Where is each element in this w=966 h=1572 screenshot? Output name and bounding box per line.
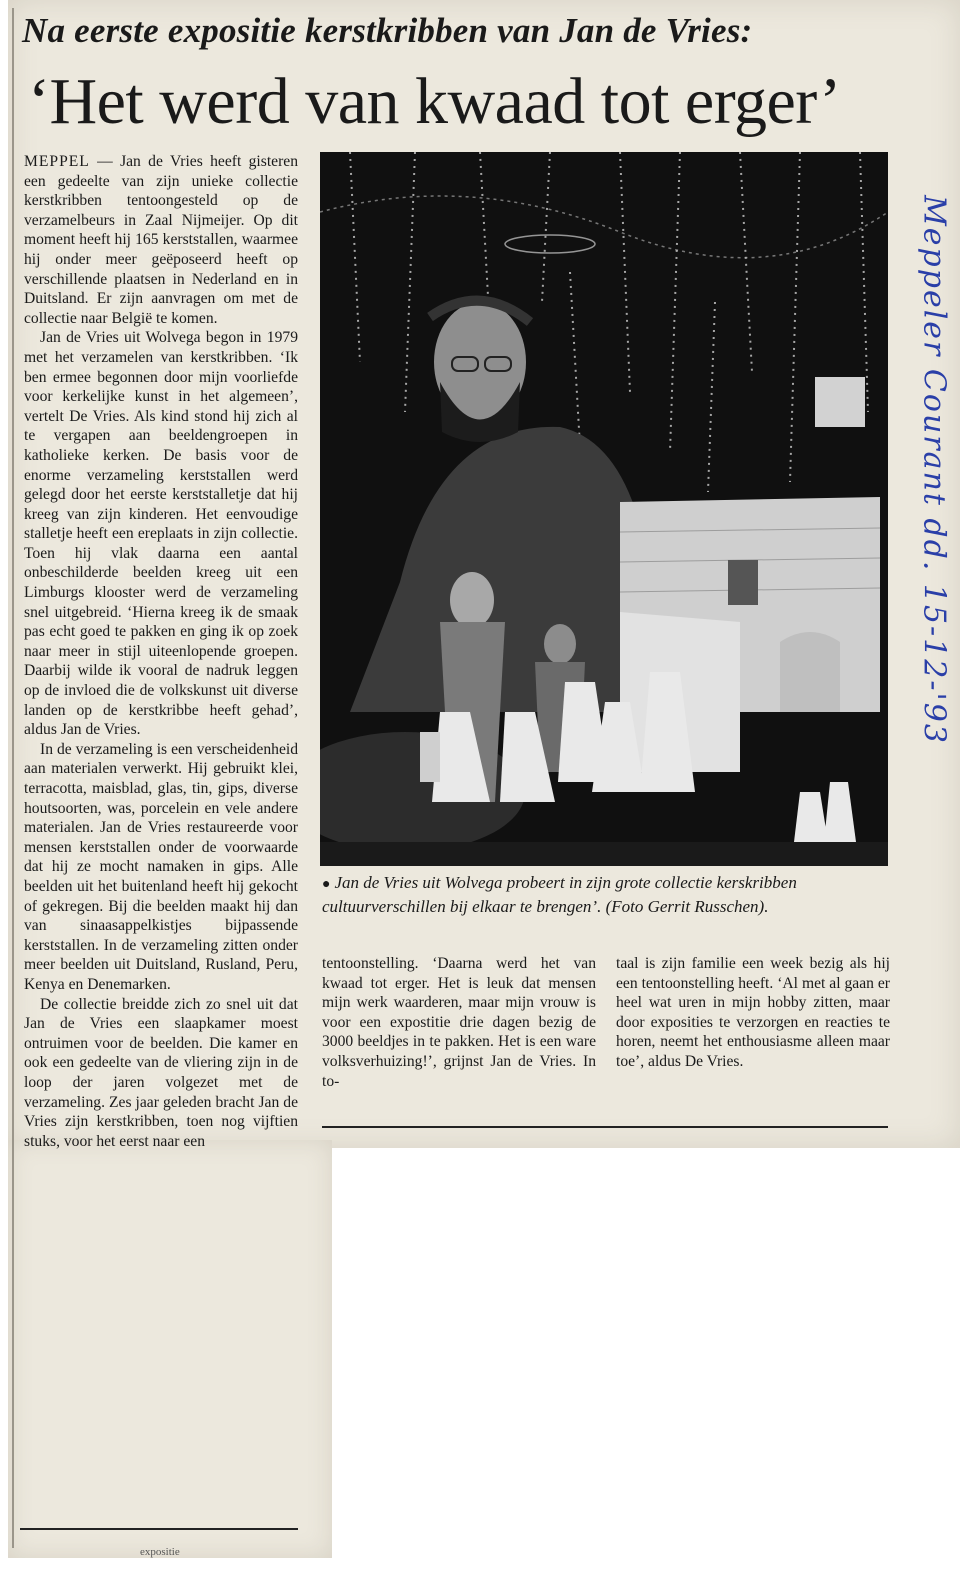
column-rule-left [20, 1528, 298, 1530]
cutoff-fragment: expositie [140, 1546, 180, 1558]
column-rule-bottom [322, 1126, 888, 1128]
clipping-column-strip [8, 1140, 332, 1558]
photo-jan-de-vries-with-nativity [320, 152, 888, 866]
handwritten-source-note [913, 195, 955, 745]
article-paragraph-5: tentoonstelling. ‘Daarna werd het van kwaad tot erger. Het is leuk dat mensen mijn werk waarderen, maar mijn vrouw is voor een expostitie drie dagen bezig de 3000 beeldjes in te pakken. Het is een ware volksverhuizing!’, grijnst Jan de Vries. In to- [322, 955, 596, 1090]
article-paragraph-6: taal is zijn familie een week bezig als hij een tentoonstelling heeft. ‘Al met al gaan er heel wat uren in mijn hobby zitten, maar door exposities te verzorgen en reacties te horen, neemt het enthousiasme alleen maar toe’, aldus De Vries. [616, 955, 890, 1070]
dateline: MEPPEL [24, 153, 90, 170]
clipping-edge [12, 8, 14, 1548]
article-paragraph-1: MEPPEL — Jan de Vries heeft gisteren een gedeelte van zijn unieke collectie kerstkribben tentoongesteld op de verzamelbeurs in Zaal Nijmeijer. Op dit moment heeft hij 165 kerststallen, waarmee hij onder meer geëposeerd heeft op verschillende plaatsen in Nederland en in Duitsland. Er zijn aanvragen om met de collectie naar België te komen. [24, 153, 298, 327]
handwritten-note-text: Meppeler Courant dd. 15-12-'93 [916, 195, 952, 745]
article-photo [320, 152, 888, 866]
article-column-left [24, 152, 298, 1151]
caption-bullet-icon: ● [322, 877, 331, 892]
main-headline: ‘Het werd van kwaad tot erger’ [28, 65, 841, 138]
article-column-middle [322, 954, 596, 1091]
photo-caption [322, 872, 892, 918]
article-column-right [616, 954, 890, 1072]
article-paragraph-2: Jan de Vries uit Wolvega begon in 1979 met het verzamelen van kerstkribben. ‘Ik ben ermee begonnen door mijn voorliefde voor kerkelijke kunst in het algemeen’, vertelt De Vries. Als kind stond hij zich al te vergapen aan beeldengroepen in katholieke kerken. De basis voor de enorme verzameling kerststallen werd gelegd door het eerste kerststalletje dat hij kreeg van zijn kinderen. Het eenvoudige stalletje heeft een ereplaats in zijn collectie. Toen hij vlak daarna een aantal onbeschilderde beelden kreeg uit een Limburgs klooster werd de verzameling snel uitgebreid. ‘Hierna kreeg ik de smaak pas echt goed te pakken en ging ik op zoek naar meer in stijl uiteenlopende groepen. Daarbij wilde ik vooral de nadruk leggen op de invloed die de volkskunst uit diverse landen op de kerstkribbe heeft gehad’, aldus Jan de Vries. [24, 329, 298, 739]
article-paragraph-4: De collectie breidde zich zo snel uit dat Jan de Vries een slaapkamer moest ontruimen voor de beelden. Die kamer en ook een gedeelte van de vliering zijn in de loop der jaren volgezet met de verzameling. Zes jaar geleden bracht Jan de Vries zijn kerstkribben, toen nog vijftien stuks, voor het eerst naar een [24, 995, 298, 1150]
caption-text: Jan de Vries uit Wolvega probeert in zijn grote collectie kerskribben cultuurverschillen bij elkaar te brengen’. (Foto Gerrit Russchen). [322, 873, 797, 916]
kicker-headline: Na eerste expositie kerstkribben van Jan de Vries: [22, 11, 753, 50]
article-paragraph-3: In de verzameling is een verscheidenheid aan materialen verwerkt. Hij gebruikt klei, terracotta, maisblad, glas, tin, gips, diverse houtsoorten, was, porcelein en vele andere materialen. Jan de Vries restaureerde voor mensen kerststallen onder de voorwaarde dat hij ze mocht namaken in gips. Alle beelden uit het buitenland heeft hij gekocht of gekregen. Bij die beelden maakt hij dan van sinaasappelkistjes bijpassende kerststallen. In de verzameling zitten onder meer beelden uit Duitsland, Rusland, Peru, Kenya en Denemarken. [24, 740, 298, 993]
